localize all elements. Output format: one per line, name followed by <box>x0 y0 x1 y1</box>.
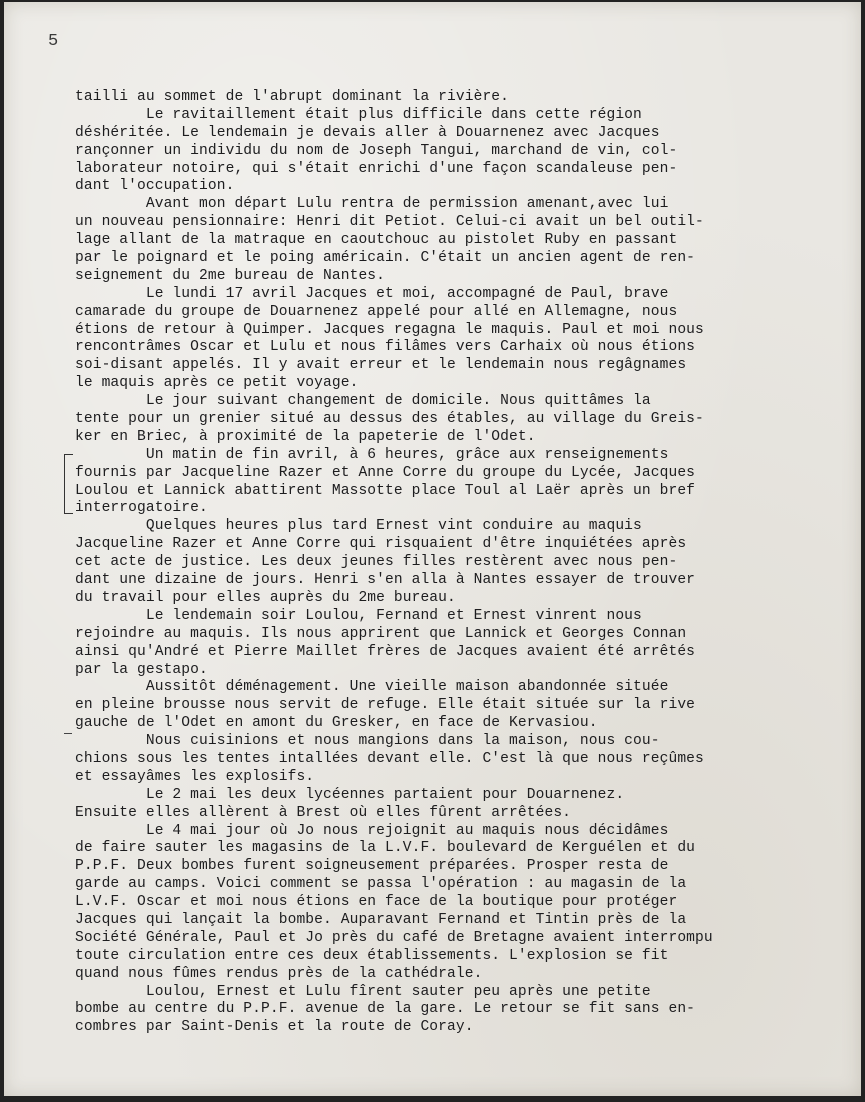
text-line: rançonner un individu du nom de Joseph Tangui, marchand de vin, col- <box>75 142 678 159</box>
text-line: de faire sauter les magasins de la L.V.F. boulevard de Kerguélen et du <box>75 840 696 857</box>
text-line: interrogatoire. <box>75 500 208 517</box>
text-line: Nous cuisinions et nous mangions dans la maison, nous cou- <box>75 733 660 750</box>
text-line: en pleine brousse nous servit de refuge. Elle était située sur la rive <box>75 697 696 714</box>
text-line: combres par Saint-Denis et la route de Coray. <box>75 1019 474 1036</box>
text-line: étions de retour à Quimper. Jacques regagna le maquis. Paul et moi nous <box>75 321 704 338</box>
text-line: rencontrâmes Oscar et Lulu et nous filâmes vers Carhaix où nous étions <box>75 339 696 356</box>
text-line: déshéritée. Le lendemain je devais aller à Douarnenez avec Jacques <box>75 124 660 141</box>
text-line: chions sous les tentes intallées devant elle. C'est là que nous reçûmes <box>75 750 704 767</box>
text-line: garde au camps. Voici comment se passa l'opération : au magasin de la <box>75 876 687 893</box>
margin-bracket-mark <box>64 454 73 514</box>
text-line: Quelques heures plus tard Ernest vint conduire au maquis <box>75 518 642 535</box>
text-line: par la gestapo. <box>75 661 208 678</box>
page-number: 5 <box>48 32 59 51</box>
margin-dash-mark <box>64 733 72 734</box>
typewritten-page <box>4 2 861 1096</box>
body-text <box>75 89 835 1037</box>
text-line: fournis par Jacqueline Razer et Anne Corre du groupe du Lycée, Jacques <box>75 464 696 481</box>
text-line: seignement du 2me bureau de Nantes. <box>75 267 386 284</box>
text-line: Le ravitaillement était plus difficile dans cette région <box>75 106 642 123</box>
text-line: Société Générale, Paul et Jo près du café de Bretagne avaient interrompu <box>75 929 713 946</box>
text-line: tente pour un grenier situé au dessus des étables, au village du Greis- <box>75 411 704 428</box>
text-line: lage allant de la matraque en caoutchouc au pistolet Ruby en passant <box>75 232 678 249</box>
text-line: toute circulation entre ces deux établissements. L'explosion se fit <box>75 947 669 964</box>
text-line: quand nous fûmes rendus près de la cathédrale. <box>75 965 483 982</box>
text-line: Jacques qui lançait la bombe. Auparavant Fernand et Tintin près de la <box>75 911 687 928</box>
text-line: Loulou, Ernest et Lulu fîrent sauter peu après une petite <box>75 983 651 1000</box>
text-line: Ensuite elles allèrent à Brest où elles fûrent arrêtées. <box>75 804 572 821</box>
text-line: un nouveau pensionnaire: Henri dit Petiot. Celui-ci avait un bel outil- <box>75 214 704 231</box>
text-line: bombe au centre du P.P.F. avenue de la gare. Le retour se fit sans en- <box>75 1001 696 1018</box>
text-line: Le 4 mai jour où Jo nous rejoignit au maquis nous décidâmes <box>75 822 669 839</box>
text-line: Le lendemain soir Loulou, Fernand et Ernest vinrent nous <box>75 607 642 624</box>
text-line: dant une dizaine de jours. Henri s'en alla à Nantes essayer de trouver <box>75 572 696 589</box>
text-line: camarade du groupe de Douarnenez appelé pour allé en Allemagne, nous <box>75 303 678 320</box>
text-line: L.V.F. Oscar et moi nous étions en face de la boutique pour protéger <box>75 894 678 911</box>
text-line: Le lundi 17 avril Jacques et moi, accompagné de Paul, brave <box>75 285 669 302</box>
text-line: Le jour suivant changement de domicile. Nous quittâmes la <box>75 393 651 410</box>
text-line: Jacqueline Razer et Anne Corre qui risquaient d'être inquiétées après <box>75 536 687 553</box>
text-line: cet acte de justice. Les deux jeunes filles restèrent avec nous pen- <box>75 554 678 571</box>
text-line: tailli au sommet de l'abrupt dominant la rivière. <box>75 89 510 105</box>
text-line: ainsi qu'André et Pierre Maillet frères de Jacques avaient été arrêtés <box>75 643 696 660</box>
text-line: rejoindre au maquis. Ils nous apprirent que Lannick et Georges Connan <box>75 625 687 642</box>
text-line: Avant mon départ Lulu rentra de permission amenant,avec lui <box>75 196 669 213</box>
text-line: par le poignard et le poing américain. C'était un ancien agent de ren- <box>75 250 696 267</box>
text-line: laborateur notoire, qui s'était enrichi d'une façon scandaleuse pen- <box>75 160 678 177</box>
text-line: Aussitôt déménagement. Une vieille maison abandonnée située <box>75 679 669 696</box>
text-line: soi-disant appelés. Il y avait erreur et le lendemain nous regâgnames <box>75 357 687 374</box>
text-line: du travail pour elles auprès du 2me bureau. <box>75 589 456 606</box>
text-line: le maquis après ce petit voyage. <box>75 375 359 392</box>
text-line: et essayâmes les explosifs. <box>75 768 315 785</box>
text-line: dant l'occupation. <box>75 178 235 195</box>
text-line: gauche de l'Odet en amont du Gresker, en face de Kervasiou. <box>75 715 598 732</box>
text-line: Loulou et Lannick abattirent Massotte place Toul al Laër après un bref <box>75 482 696 499</box>
text-line: Un matin de fin avril, à 6 heures, grâce aux renseignements <box>75 446 669 463</box>
text-line: Le 2 mai les deux lycéennes partaient pour Douarnenez. <box>75 786 625 803</box>
text-line: P.P.F. Deux bombes furent soigneusement préparées. Prosper resta de <box>75 858 669 875</box>
text-line: ker en Briec, à proximité de la papeterie de l'Odet. <box>75 428 536 445</box>
